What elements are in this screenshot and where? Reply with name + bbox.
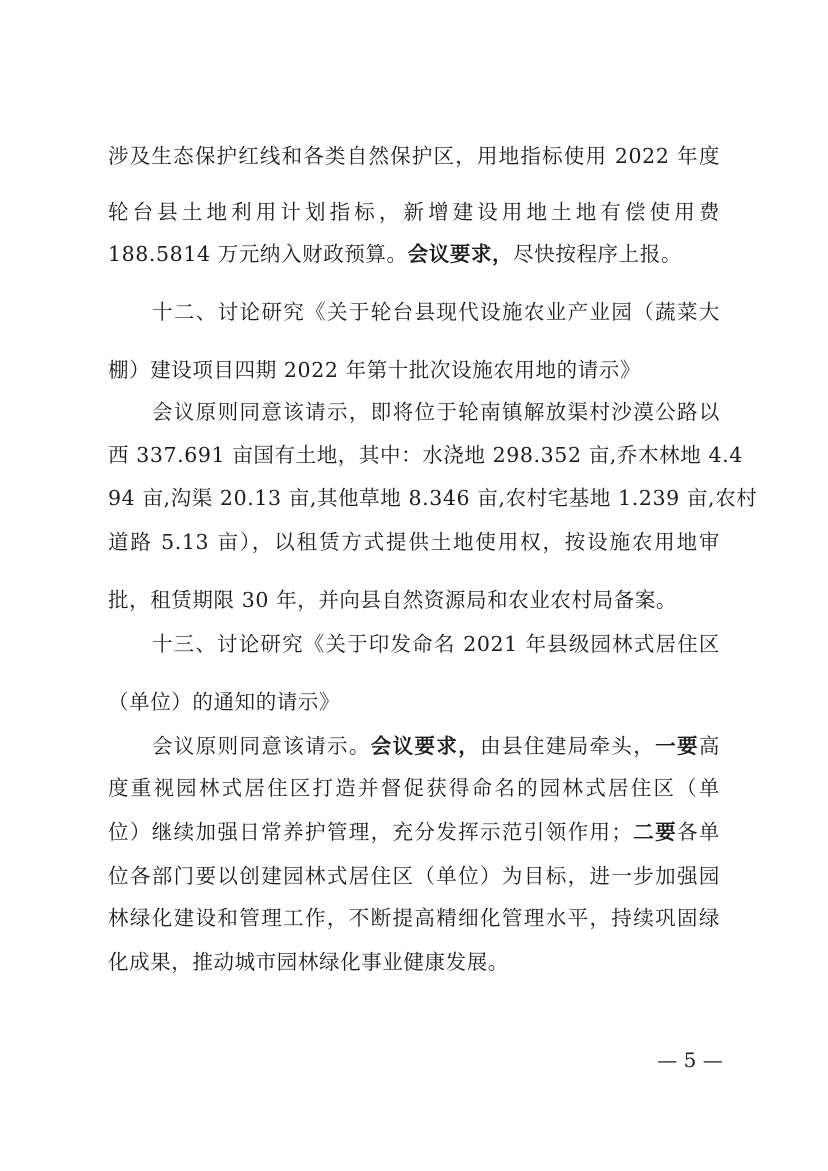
line-text: 会议原则同意该请示。 — [152, 734, 371, 758]
emphasis-text: 会议要求， — [407, 242, 514, 266]
line-text: 西 337.691 亩国有土地，其中：水浇地 298.352 亩,乔木林地 4.4 — [108, 443, 743, 467]
text-line — [108, 817, 720, 847]
line-text: 会议原则同意该请示，即将位于轮南镇解放渠村沙漠公路以 — [152, 400, 720, 424]
text-line — [108, 731, 720, 761]
line-text: 批，租赁期限 30 年，并向县自然资源局和农业农村局备案。 — [108, 588, 678, 612]
line-text: 化成果，推动城市园林绿化事业健康发展。 — [108, 950, 509, 974]
text-line — [108, 483, 758, 513]
text-line — [108, 397, 720, 427]
line-text: 十三、讨论研究《关于印发命名 2021 年县级园林式居住区 — [152, 632, 720, 656]
line-text: （单位）的通知的请示》 — [108, 690, 341, 714]
text-line — [108, 440, 743, 470]
line-text: 位）继续加强日常养护管理，充分发挥示范引领作用； — [108, 820, 633, 844]
line-text: 棚）建设项目四期 2022 年第十批次设施农用地的请示》 — [108, 358, 642, 382]
text-line — [108, 197, 720, 227]
line-text: 由县住建局牵头， — [480, 734, 656, 758]
line-text: 度重视园林式居住区打造并督促获得命名的园林式居住区（单 — [108, 776, 720, 800]
emphasis-text: 二要 — [632, 820, 678, 844]
text-line — [108, 629, 720, 659]
text-line — [108, 585, 720, 615]
emphasis-text: 会议要求， — [370, 734, 481, 758]
text-line — [108, 687, 720, 717]
line-text: 十二、讨论研究《关于轮台县现代设施农业产业园（蔬菜大 — [152, 300, 720, 324]
text-line — [108, 773, 720, 803]
text-line — [108, 141, 720, 171]
text-line — [108, 355, 720, 385]
emphasis-text: 一要 — [655, 734, 699, 758]
line-text: 林绿化建设和管理工作，不断提高精细化管理水平，持续巩固绿 — [108, 906, 720, 930]
text-line — [108, 903, 720, 933]
text-line — [108, 297, 720, 327]
line-text: 轮台县土地利用计划指标，新增建设用地土地有偿使用费 — [108, 200, 720, 224]
line-text: 188.5814 万元纳入财政预算。 — [108, 242, 408, 266]
line-text: 道路 5.13 亩），以租赁方式提供土地使用权，按设施农用地审 — [108, 530, 720, 554]
line-text: 涉及生态保护红线和各类自然保护区，用地指标使用 2022 年度 — [108, 144, 720, 168]
line-text: 各单 — [677, 820, 721, 844]
line-text: 位各部门要以创建园林式居住区（单位）为目标，进一步加强园 — [108, 864, 720, 888]
line-text: 尽快按程序上报。 — [513, 242, 682, 266]
text-line — [108, 239, 720, 269]
line-text: 94 亩,沟渠 20.13 亩,其他草地 8.346 亩,农村宅基地 1.239 亩,农村 — [108, 486, 758, 510]
text-line — [108, 947, 720, 977]
text-line — [108, 861, 720, 891]
page-number: — 5 — — [657, 1048, 723, 1072]
text-line — [108, 527, 720, 557]
line-text: 高 — [698, 734, 720, 758]
